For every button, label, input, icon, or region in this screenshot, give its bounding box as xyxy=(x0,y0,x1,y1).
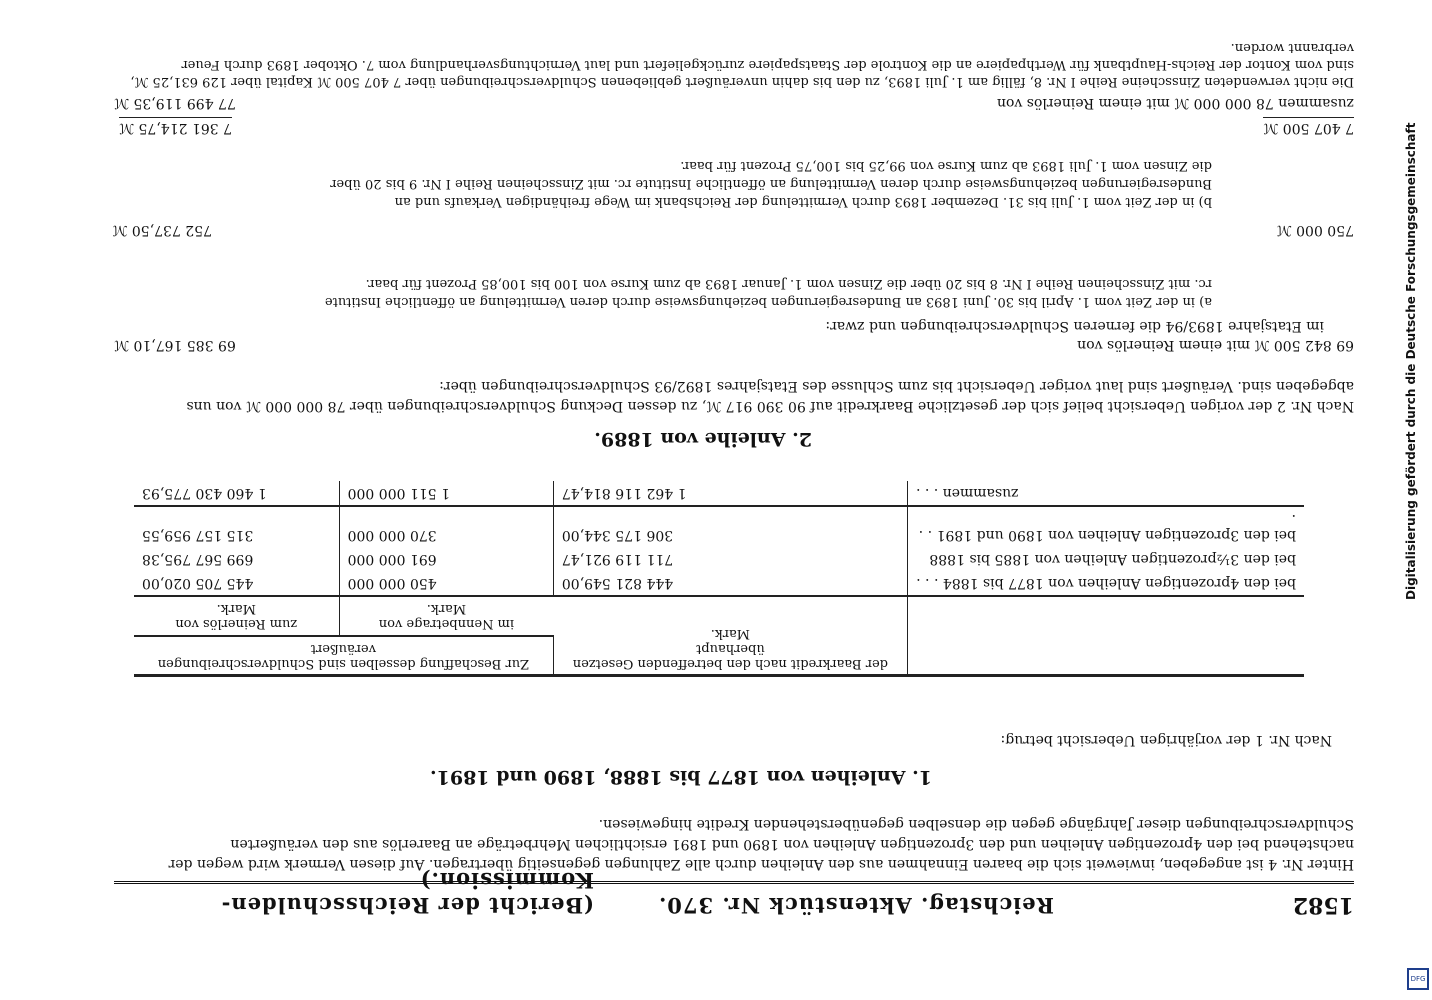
row-c2: 691 000 000 xyxy=(339,547,553,571)
col2-header-text: im Nennbetrage von xyxy=(378,616,515,631)
row-c3: 315 157 959,55 xyxy=(134,506,339,547)
row-c2: 450 000 000 xyxy=(339,571,553,596)
row-label: bei den 3½prozentigen Anleihen von 1885 bis 1888 xyxy=(929,551,1296,567)
table-row xyxy=(134,547,1304,571)
dfg-logo-icon: DFG xyxy=(1407,968,1429,990)
row-c3: 445 705 020,00 xyxy=(134,571,339,596)
amount-b-left: 7 407 500 ℳ xyxy=(1263,117,1354,138)
list-item xyxy=(114,335,1354,354)
page-number: 1582 xyxy=(1292,892,1354,918)
list-item xyxy=(114,93,1354,112)
line1-amount: 69 385 167,10 ℳ xyxy=(114,337,236,353)
table-group-header: Zur Beschaffung desselben sind Schuldverschreibungen veräußert xyxy=(134,636,553,675)
intro-paragraph: Hinter Nr. 4 ist angegeben, inwieweit sich die baaren Einnahmen aus den Anleihen durch alle Zahlungen gegenseitig übertragen. Auf diesen Vermerk wird wegen der nachstehend bei den 4prozentigen Anleihen und den 3prozentigen Anleihen von 1890 und 1891 ersichtlichen Mehrbeträge an Baarerlös aus den veräußerten Schuldverschreibungen dieser Jahrgänge gegen die denselben gegenüberstehenden Kredite hingewiesen. xyxy=(168,816,1354,872)
amount-b-right: 7 361 214,75 ℳ xyxy=(119,117,232,138)
section2-title: 2. Anleihe von 1889. xyxy=(594,428,812,450)
row-c1: 711 119 921,47 xyxy=(553,547,907,571)
section2-list xyxy=(114,316,1354,354)
closing-paragraph: Die nicht verwendeten Zinsscheine Reihe I Nr. 8, fällig am 1. Juli 1893, zu den bis dahin unveräußert gebliebenen Schuldverschreibungen über 7 407 500 ℳ Kapital über 129 631,25 ℳ, sind vom Kontor der Reichs-Hauptbank für Werthpapiere an die Kontrole der Staatspapiere zurückgeliefert und laut Vernichtungsverhandlung vom 7. Oktober 1893 durch Feuer verbrannt worden. xyxy=(130,40,1354,89)
digitization-note: Digitalisierung gefördert durch die Deutsche Forschungsgemeinschaft xyxy=(1404,122,1418,600)
line1-text: 69 842 500 ℳ mit einem Reinerlös von xyxy=(1077,337,1354,353)
section2-lead: Nach Nr. 2 der vorigen Uebersicht belief sich der gesetzliche Baarkredit auf 90 390 917 ℳ, zu dessen Deckung Schuldverschreibungen über 78 000 000 ℳ von uns abgegeben sind. Veräußert sind laut voriger Uebersicht bis zum Schlusse des Etatsjahres 1892/93 Schuldverschreibungen über: xyxy=(186,378,1354,414)
table-total-row xyxy=(134,481,1304,506)
section-title: Reichstag. Aktenstück Nr. 370. xyxy=(658,893,1054,918)
col1-header-text: der Baarkredit nach den betreffenden Gesetzen überhaupt xyxy=(572,641,889,671)
section2-total xyxy=(114,93,1354,112)
table-col1-header xyxy=(553,596,907,675)
total-c3: 1 460 430 775,93 xyxy=(134,481,339,506)
row-label: bei den 4prozentigen Anleihen von 1877 bis 1884 . . . xyxy=(916,575,1296,591)
row-c3: 699 567 795,38 xyxy=(134,547,339,571)
amount-a-left: 750 000 ℳ xyxy=(1276,222,1354,238)
section1-title: 1. Anleihen von 1877 bis 1888, 1890 und 1891. xyxy=(430,766,932,788)
total-label: zusammen . . . xyxy=(908,481,1305,506)
row-c1: 444 821 549,00 xyxy=(553,571,907,596)
row-c1: 306 175 344,00 xyxy=(553,506,907,547)
table-col2-header xyxy=(339,596,553,636)
line2-text: im Etatsjahre 1893/94 die ferneren Schuldverschreibungen und zwar: xyxy=(825,318,1324,334)
row-c2: 370 000 000 xyxy=(339,506,553,547)
section1-lead: Nach Nr. 1 der vorjährigen Uebersicht betrug: xyxy=(1000,732,1332,748)
total-text: zusammen 78 000 000 ℳ mit einem Reinerlös von xyxy=(996,95,1354,111)
col2-unit: Mark. xyxy=(426,601,467,616)
table-col3-header xyxy=(134,596,339,636)
table-row xyxy=(134,571,1304,596)
loans-table xyxy=(134,481,1304,675)
item-b: b) in der Zeit vom 1. Juli bis 31. Dezember 1893 durch Vermittelung der Reichsbank im Wege freihändigen Verkaufs und an Bundesregierungen beziehungsweise durch deren Vermittelung an öffentliche Institute rc. mit Zinsscheinen Reihe I Nr. 9 bis 20 über die Zinsen vom 1. Juli 1893 ab zum Kurse von 99,25 bis 100,75 Prozent für baar. xyxy=(330,158,1212,209)
col3-header-text: zum Reinerlös von xyxy=(175,616,298,631)
col1-unit: Mark. xyxy=(710,626,751,641)
col3-unit: Mark. xyxy=(216,601,256,616)
report-subtitle: (Bericht der Reichsschulden-Kommission.) xyxy=(220,868,594,918)
page-header xyxy=(114,868,1354,924)
total-c2: 1 511 000 000 xyxy=(339,481,553,506)
list-item xyxy=(114,316,1354,335)
table-row xyxy=(134,506,1304,547)
table-label-header xyxy=(908,596,1305,675)
amount-a-right: 752 737,50 ℳ xyxy=(112,222,212,238)
row-label: bei den 3prozentigen Anleihen von 1890 und 1891 . . . xyxy=(918,511,1296,543)
item-a: a) in der Zeit vom 1. April bis 30. Juni 1893 an Bundesregierungen beziehungsweise durch deren Vermittelung an öffentliche Institute rc. mit Zinsscheinen Reihe I Nr. 8 bis 20 über die Zinsen vom 1. Januar 1893 ab zum Kurse von 100 bis 100,85 Prozent für baar. xyxy=(324,276,1212,309)
total-c1: 1 462 116 814,47 xyxy=(553,481,907,506)
total-amount: 77 499 119,35 ℳ xyxy=(114,95,236,111)
